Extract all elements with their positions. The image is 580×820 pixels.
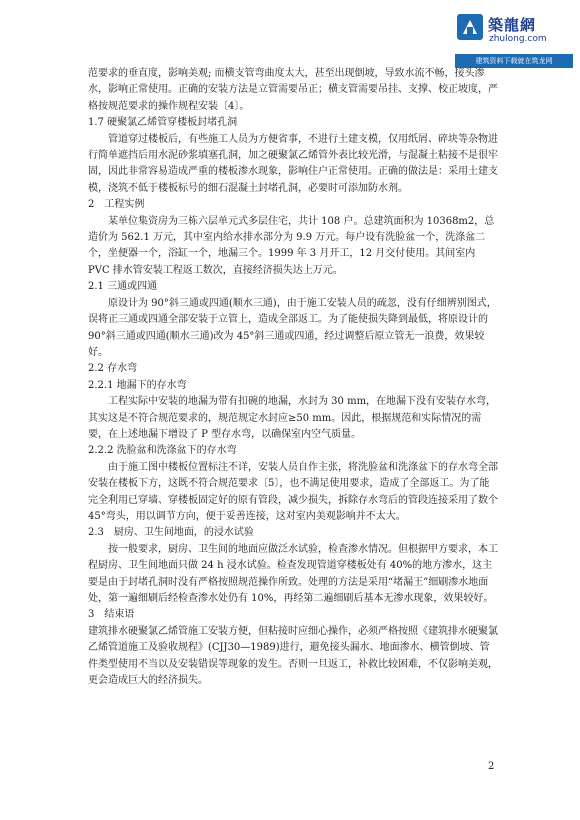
section-heading: 2.2.1 地漏下的存水弯 <box>88 379 187 391</box>
body-paragraph: 范要求的垂直度，影响美观; 而横支管弯曲度太大，甚至出现倒坡，导致水流不畅，接头渗水，影响正常使用。正确的安装方法是立管需要吊正；横支管需要吊挂、支撑、校正坡度，严格按规范要求的操作规程安装〔4〕。 <box>88 68 498 112</box>
logo-mark-icon <box>455 12 485 42</box>
section-heading: 2.1 三通或四通 <box>88 281 158 293</box>
document-body <box>88 66 498 689</box>
section-heading: 2.2 存水弯 <box>88 363 138 375</box>
section-heading: 2.2.2 洗脸盆和洗涤盆下的存水弯 <box>88 445 237 457</box>
section-heading: 1.7 硬聚氯乙烯管穿楼板封堵孔洞 <box>88 117 238 129</box>
section-heading: 3 结束语 <box>88 609 135 621</box>
logo-name: 築龍網 <box>488 16 537 34</box>
logo-slogan: 建筑资料下载就在筑龙网 <box>455 54 573 68</box>
section-heading: 2 工程实例 <box>88 199 145 211</box>
body-paragraph: 某单位集资房为三栋六层单元式多层住宅，共计 108 户。总建筑面积为 10368m2，总造价为 562.1 万元，其中室内给水排水部分为 9.9 万元。每户设有洗脸盆一个，洗涤盆二个，坐便器一个，浴缸一个，地漏三个。1999 年 3 月开工，12 月交付使用。其间室内 PVC 排水管安装工程返工数次，直接经济损失达上万元。 <box>88 215 495 276</box>
body-paragraph: 由于施工图中楼板位置标注不详，安装人员自作主张，将洗脸盆和洗涤盆下的存水弯全部安装在楼板下方，这既不符合规范要求〔5〕，也不满足使用要求，造成了全部返工。为了能完全利用已穿墙、穿楼板固定好的原有管段，减少损失，拆除存水弯后的管段连接采用了数个 45°弯头，用以调节方向，便于妥善连接，这对室内美观影响并不太大。 <box>88 461 498 522</box>
section-heading: 2.3 厨房、卫生间地面，的浸水试验 <box>88 527 254 539</box>
body-paragraph: 建筑排水硬聚氯乙烯管施工安装方便，但粘接时应细心操作，必须严格按照《建筑排水硬聚氯乙烯管道施工及验收规程》(CJJ30—1989)进行，避免接头漏水、地面渗水、横管倒坡、管件类型使用不当以及安装错误等现象的发生。否则一旦返工，补救比较困难，不仅影响美观，更会造成巨大的经济损失。 <box>88 625 498 687</box>
logo-url: zhulong.com <box>489 34 547 44</box>
zhulong-logo <box>455 8 573 74</box>
body-paragraph: 工程实际中安装的地漏为带有扣碗的地漏，水封为 30 mm，在地漏下没有安装存水弯，其实这是不符合规范要求的，规范规定水封应≥50 mm。因此，根据规范和实际情况的需要，在上述地漏下增设了 P 型存水弯，以确保室内空气质量。 <box>88 396 497 440</box>
body-paragraph: 按一般要求，厨房、卫生间的地面应做泛水试验，检查渗水情况。但根据甲方要求，本工程厨房、卫生间地面只做 24 h 浸水试验。检查发现管道穿楼板处有 40%的地方渗水，这主要是由于封堵孔洞时没有严格按照规范操作所致。处理的方法是采用“堵漏王”细刷渗水地面处，第一遍细刷后经检查渗水处仍有 10%，再经第二遍细刷后基本无渗水现象，效果较好。 <box>88 543 498 604</box>
body-paragraph: 原设计为 90°斜三通或四通(顺水三通)，由于施工安装人员的疏忽，没有仔细辨别图式，误将正三通或四通全部安装于立管上，造成全部返工。为了能使损失降到最低，将原设计的 90°斜三通或四通(顺水三通)改为 45°斜三通或四通，经过调整后原立管无一浪费，效果较好。 <box>88 297 497 358</box>
body-paragraph: 管道穿过楼板后，有些施工人员为方便省事，不进行土建支模，仅用纸屑、碎块等杂物进行简单遮挡后用水泥砂浆填塞孔洞，加之硬聚氯乙烯管外表比较光滑，与混凝土粘接不是很牢固，因此非常容易造成严重的楼板渗水现象，影响住户正常使用。正确的做法是：采用土建支模，浇筑不低于楼板标号的细石混凝土封堵孔洞，必要时可添加防水剂。 <box>88 133 498 194</box>
page-number: 2 <box>488 761 495 772</box>
